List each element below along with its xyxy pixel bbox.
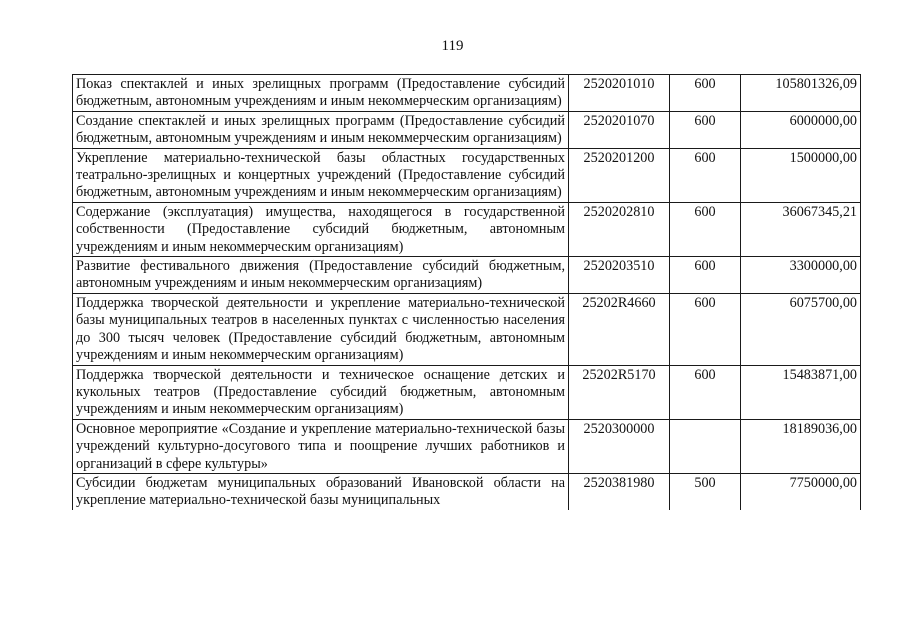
row-code: 2520201070 [569, 111, 670, 148]
row-name: Основное мероприятие «Создание и укрепление материально-технической базы учреждений культурно-досугового типа и поощрение лучших работников и организаций в сфере культуры» [73, 419, 569, 473]
row-name: Субсидии бюджетам муниципальных образований Ивановской области на укрепление материально-технической базы муниципальных [73, 473, 569, 509]
table-row [73, 148, 861, 202]
row-code: 25202R5170 [569, 365, 670, 419]
row-amount: 7750000,00 [741, 473, 861, 509]
table-row [73, 111, 861, 148]
row-expense-type [670, 419, 741, 473]
row-name: Поддержка творческой деятельности и укрепление материально-технической базы муниципальных театров в населенных пунктах с численностью населения до 300 тысяч человек (Предоставление субсидий бюджетным, автономным учреждениям и иным некоммерческим организациям) [73, 293, 569, 365]
row-name: Поддержка творческой деятельности и техническое оснащение детских и кукольных театров (Предоставление субсидий бюджетным, автономным учреждениям и иным некоммерческим организациям) [73, 365, 569, 419]
table-row [73, 257, 861, 294]
row-expense-type: 600 [670, 148, 741, 202]
page-number: 119 [441, 38, 464, 54]
row-code: 2520381980 [569, 473, 670, 509]
row-expense-type: 600 [670, 75, 741, 112]
row-code: 2520300000 [569, 419, 670, 473]
row-expense-type: 600 [670, 202, 741, 256]
table-row [73, 293, 861, 365]
row-amount: 6075700,00 [741, 293, 861, 365]
row-name: Содержание (эксплуатация) имущества, находящегося в государственной собственности (Предоставление субсидий бюджетным, автономным учреждениям и иным некоммерческим организациям) [73, 202, 569, 256]
row-amount: 6000000,00 [741, 111, 861, 148]
row-amount: 36067345,21 [741, 202, 861, 256]
row-amount: 3300000,00 [741, 257, 861, 294]
row-amount: 15483871,00 [741, 365, 861, 419]
row-expense-type: 600 [670, 111, 741, 148]
row-amount: 105801326,09 [741, 75, 861, 112]
table-row [73, 473, 861, 509]
row-code: 2520201010 [569, 75, 670, 112]
row-name: Создание спектаклей и иных зрелищных программ (Предоставление субсидий бюджетным, автономным учреждениям и иным некоммерческим организациям) [73, 111, 569, 148]
row-code: 2520202810 [569, 202, 670, 256]
row-name: Развитие фестивального движения (Предоставление субсидий бюджетным, автономным учреждениям и иным некоммерческим организациям) [73, 257, 569, 294]
row-amount: 18189036,00 [741, 419, 861, 473]
row-code: 25202R4660 [569, 293, 670, 365]
table-row [73, 75, 861, 112]
row-code: 2520201200 [569, 148, 670, 202]
table-row [73, 365, 861, 419]
row-expense-type: 500 [670, 473, 741, 509]
row-code: 2520203510 [569, 257, 670, 294]
table-row [73, 202, 861, 256]
budget-table [72, 74, 861, 510]
table-row [73, 419, 861, 473]
row-expense-type: 600 [670, 257, 741, 294]
row-amount: 1500000,00 [741, 148, 861, 202]
row-expense-type: 600 [670, 365, 741, 419]
row-expense-type: 600 [670, 293, 741, 365]
row-name: Укрепление материально-технической базы областных государственных театрально-зрелищных и концертных учреждений (Предоставление субсидий бюджетным, автономным учреждениям и иным некоммерческим организациям) [73, 148, 569, 202]
row-name: Показ спектаклей и иных зрелищных программ (Предоставление субсидий бюджетным, автономным учреждениям и иным некоммерческим организациям) [73, 75, 569, 112]
